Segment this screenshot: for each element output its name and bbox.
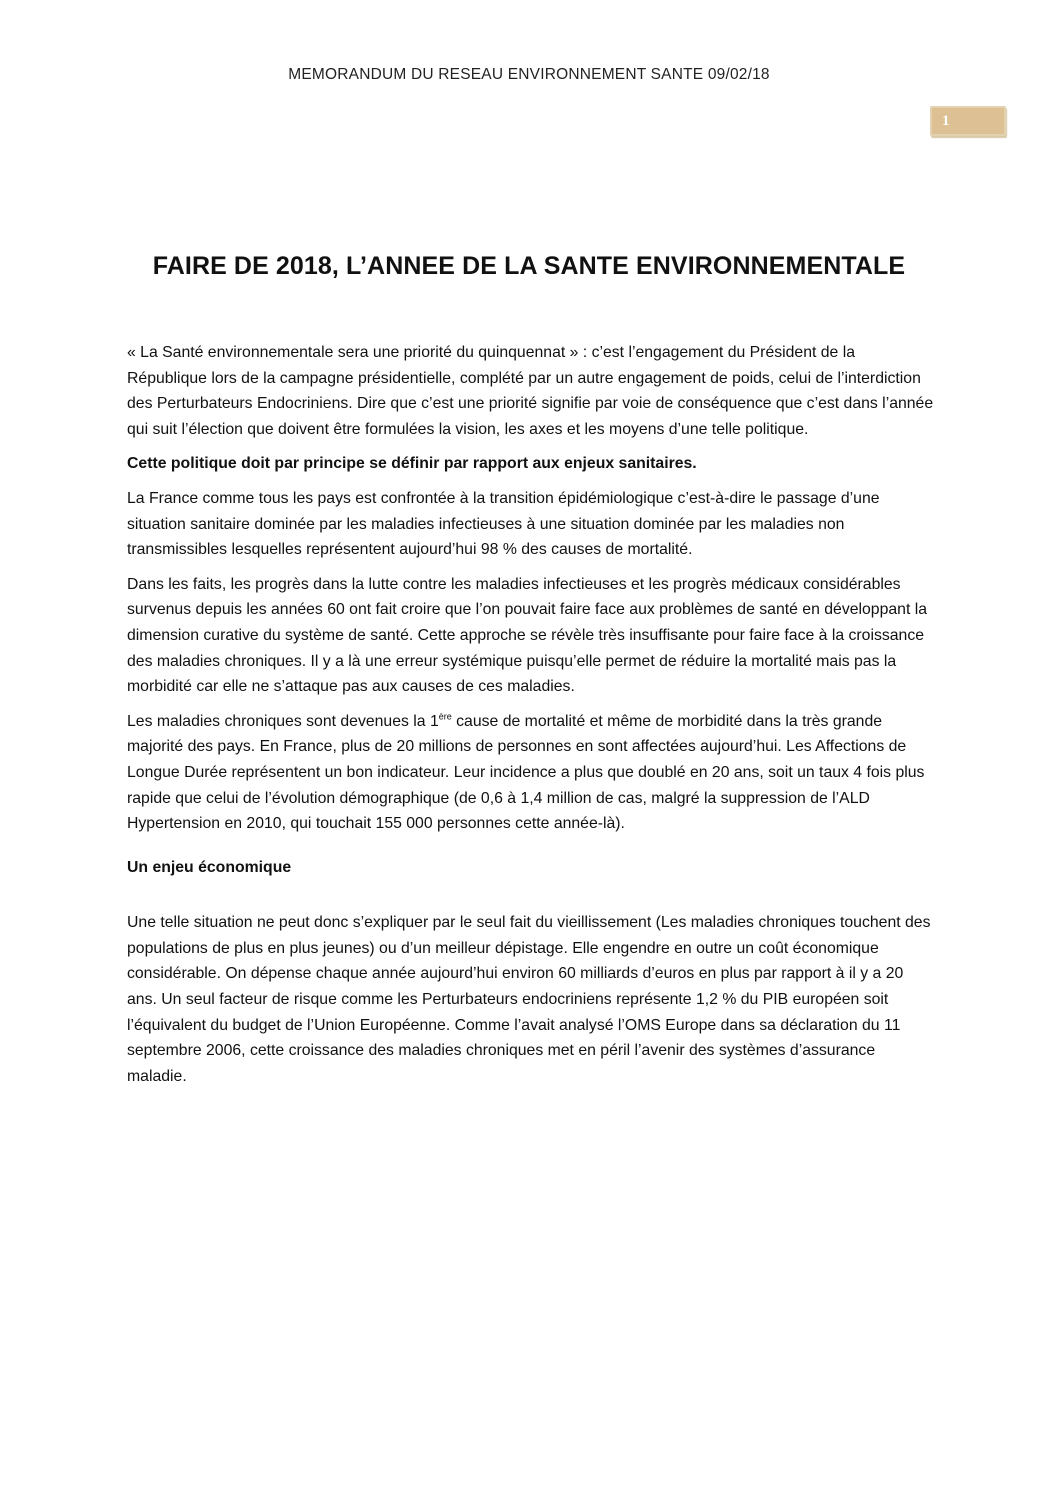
- paragraph-principle: Cette politique doit par principe se définir par rapport aux enjeux sanitaires.: [127, 455, 697, 473]
- paragraph-transition: La France comme tous les pays est confrontée à la transition épidémiologique c’est-à-dire le passage d’une situation sanitaire dominée par les maladies infectieuses à une situation dominée par les maladies non transmissibles lesquelles représentent aujourd’hui 98 % des causes de mortalité.: [127, 489, 880, 559]
- paragraph-economic: Une telle situation ne peut donc s’expliquer par le seul fait du vieillissement (Les maladies chroniques touchent des populations de plus en plus jeunes) ou d’un meilleur dépistage. Elle engendre en outre un coût économique considérable. On dépense chaque année aujourd’hui environ 60 milliards d’euros en plus par rapport à il y a 20 ans. Un seul facteur de risque comme les Perturbateurs endocriniens représente 1,2 % du PIB européen soit l’équivalent du budget de l’Union Européenne. Comme l’avait analysé l’OMS Europe dans sa déclaration du 11 septembre 2006, cette croissance des maladies chroniques met en péril l’avenir des systèmes d’assurance maladie.: [127, 914, 931, 1085]
- page-number-badge: [930, 106, 1006, 136]
- document-title: FAIRE DE 2018, L’ANNEE DE LA SANTE ENVIRONNEMENTALE: [152, 252, 906, 280]
- paragraph-chronic-diseases-start: Les maladies chroniques sont devenues la 1: [127, 712, 439, 730]
- paragraph-progress: Dans les faits, les progrès dans la lutte contre les maladies infectieuses et les progrès médicaux considérables survenus depuis les années 60 ont fait croire que l’on pouvait faire face aux problèmes de santé en développant la dimension curative du système de santé. Cette approche se révèle très insuffisante pour faire face à la croissance des maladies chroniques. Il y a là une erreur systémique puisqu’elle permet de réduire la mortalité mais pas la morbidité car elle ne s’attaque pas aux causes de ces maladies.: [127, 575, 928, 696]
- page-header: MEMORANDUM DU RESEAU ENVIRONNEMENT SANTE 09/02/18: [288, 66, 770, 83]
- paragraph-intro: « La Santé environnementale sera une priorité du quinquennat » : c’est l’engagement du Président de la République lors de la campagne présidentielle, complété par un autre engagement de poids, celui de l’interdiction des Perturbateurs Endocriniens. Dire que c’est une priorité signifie par voie de conséquence que c’est dans l’année qui suit l’élection que doivent être formulées la vision, les axes et les moyens d’une telle politique.: [127, 344, 934, 438]
- paragraph-chronic-diseases: [127, 709, 937, 837]
- document-body: [127, 340, 937, 1089]
- paragraph-chronic-diseases-rest: cause de mortalité et même de morbidité dans la très grande majorité des pays. En France, plus de 20 millions de personnes en sont affectées aujourd’hui. Les Affections de Longue Durée représentent un bon indicateur. Leur incidence a plus que doublé en 20 ans, soit un taux 4 fois plus rapide que celui de l’évolution démographique (de 0,6 à 1,4 million de cas, malgré la suppression de l’ALD Hypertension en 2010, qui touchait 155 000 personnes cette année-là).: [127, 712, 925, 833]
- section-heading-economic: Un enjeu économique: [127, 858, 292, 876]
- superscript-ere: ère: [438, 711, 452, 722]
- page-number: 1: [942, 113, 950, 129]
